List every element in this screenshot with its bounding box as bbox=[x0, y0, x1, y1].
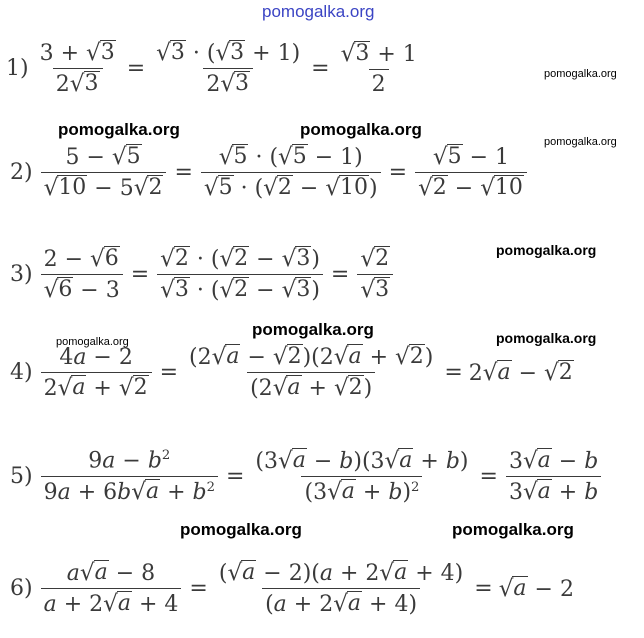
watermark: pomogalka.org bbox=[452, 520, 574, 539]
watermark: pomogalka.org bbox=[544, 68, 617, 80]
fraction: 2 − √ 6 √ 6 − 3 bbox=[41, 246, 123, 303]
watermark: pomogalka.org bbox=[544, 136, 617, 148]
fraction: (2 √ a − √ 2 )(2 √ a + √ 2 ) (2 √ a + √ 2 ) bbox=[189, 344, 434, 402]
fraction: √ 3 + 1 2 bbox=[340, 40, 417, 97]
fraction: 3 + √ 3 2 √ 3 bbox=[39, 40, 115, 98]
equation-2: 2) 5 − √ 5 √ 10 − 5 √ 2 = √ 5 · ( √ 5 − 1) √ 5 · ( √ 2 − √ 10 ) = √ 5 − 1 √ 2 − √ 10 bbox=[10, 144, 529, 201]
fraction: 4a − 2 2 √ a + √ 2 bbox=[41, 345, 152, 401]
fraction: √ 2 √ 3 bbox=[357, 246, 393, 303]
equation-number: 6) bbox=[10, 576, 33, 602]
equation-number: 3) bbox=[10, 262, 33, 288]
fraction: $9a - b^2$ 9a + 6b √ a + $b^2$ bbox=[41, 448, 218, 504]
fraction: a √ a − 8 a + 2 √ a + 4 bbox=[41, 560, 182, 617]
watermark: pomogalka.org bbox=[496, 242, 597, 258]
watermark: pomogalka.org bbox=[58, 120, 180, 139]
watermark: pomogalka.org bbox=[180, 520, 302, 539]
fraction: √ 5 · ( √ 5 − 1) √ 5 · ( √ 2 − √ 10 ) bbox=[201, 144, 381, 201]
watermark: pomogalka.org bbox=[56, 336, 129, 348]
fraction: √ 3 · ( √ 3 + 1) 2 √ 3 bbox=[156, 40, 301, 98]
fraction: 3 √ a − b 3 √ a + b bbox=[506, 448, 601, 505]
fraction: (3 √ a − b)(3 √ a + b) (3 √ a + b)$^2$ bbox=[255, 448, 469, 506]
equation-1: 1) 3 + √ 3 2 √ 3 = √ 3 · ( √ 3 + 1) 2 √ 3 = √ 3 + 1 2 bbox=[6, 40, 422, 97]
equation-number: 2) bbox=[10, 160, 33, 186]
fraction: √ 5 − 1 √ 2 − √ 10 bbox=[415, 144, 527, 201]
equation-4: 4) 4a − 2 2 √ a + √ 2 = (2 √ a − √ 2 )(2 √ a + √ 2 ) (2 √ a + √ 2 ) = 2 √ a − √ 2 bbox=[10, 344, 573, 402]
watermark: pomogalka.org bbox=[300, 120, 422, 139]
equation-6: 6) a √ a − 8 a + 2 √ a + 4 = ( √ a − 2)(a + 2 √ a + 4) (a + 2 √ a + 4) = √ a − 2 bbox=[10, 560, 574, 618]
equation-5: 5) $9a - b^2$ 9a + 6b √ a + $b^2$ = (3 √ a − b)(3 √ a + b) (3 √ a + b)$^2$ = 3 √ a − b 3 √ a + b bbox=[10, 448, 603, 505]
equation-3: 3) 2 − √ 6 √ 6 − 3 = √ 2 · ( √ 2 − √ 3 ) √ 3 · ( √ 2 − √ 3 ) = √ 2 √ 3 bbox=[10, 246, 395, 303]
equation-number: 1) bbox=[6, 56, 29, 82]
watermark-top: pomogalka.org bbox=[262, 2, 375, 21]
equation-number: 4) bbox=[10, 360, 33, 386]
watermark: pomogalka.org bbox=[496, 330, 597, 346]
fraction: √ 2 · ( √ 2 − √ 3 ) √ 3 · ( √ 2 − √ 3 ) bbox=[157, 246, 323, 303]
watermark: pomogalka.org bbox=[252, 320, 374, 339]
fraction: 5 − √ 5 √ 10 − 5 √ 2 bbox=[41, 144, 167, 201]
equation-number: 5) bbox=[10, 464, 33, 490]
fraction: ( √ a − 2)(a + 2 √ a + 4) (a + 2 √ a + 4) bbox=[218, 560, 464, 618]
